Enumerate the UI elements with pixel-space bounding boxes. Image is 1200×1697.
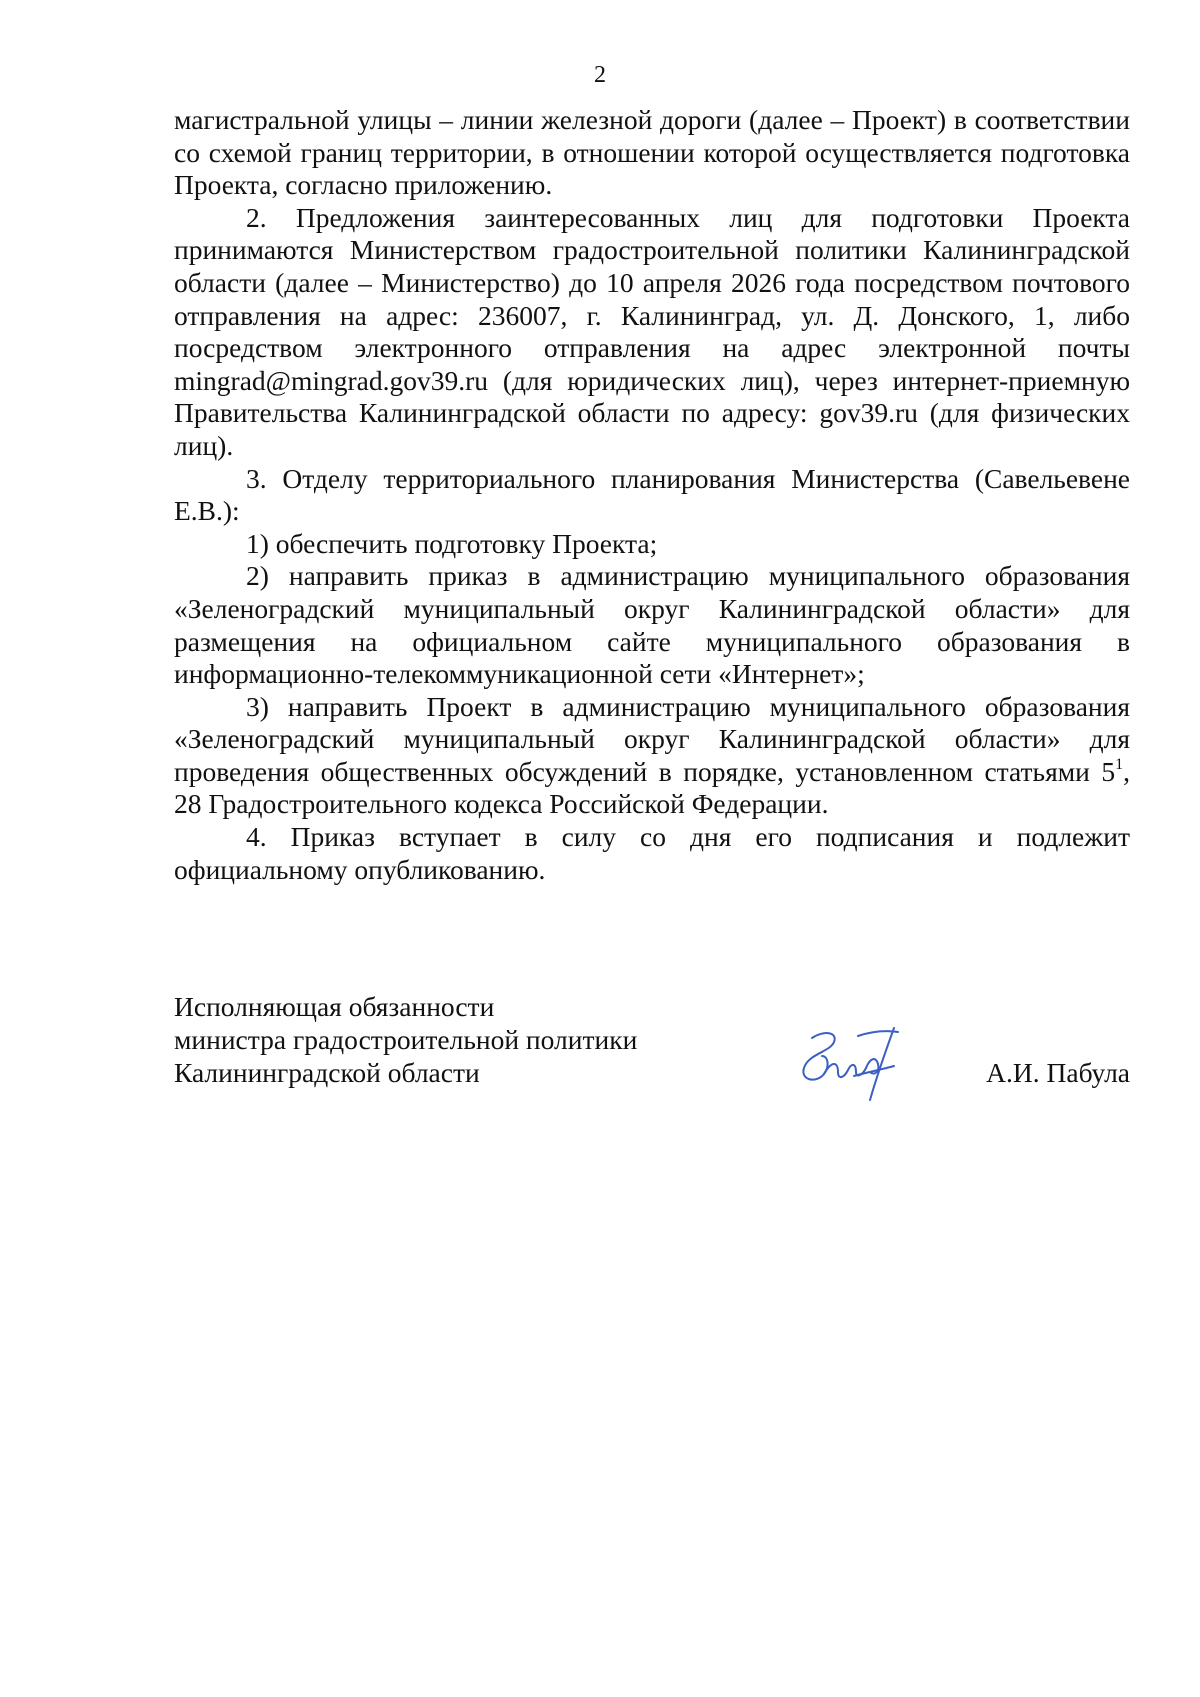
paragraph-4-effect: 4. Приказ вступает в силу со дня его подписания и подлежит официальному опубликованию. <box>174 821 1130 885</box>
document-body <box>174 104 1130 886</box>
signature-stroke <box>803 1033 834 1080</box>
signature-block <box>174 990 1130 1089</box>
paragraph-3-department: 3. Отделу территориального планирования Министерства (Савельевене Е.В.): <box>174 462 1130 527</box>
subitem-3-3 <box>174 691 1130 821</box>
article-superscript: 1 <box>1115 755 1124 773</box>
paragraph-continuation: магистральной улицы – линии железной дороги (далее – Проект) в соответствии со схемой границ территории, в отношении которой осуществляется подготовка Проекта, согласно приложению. <box>174 104 1130 201</box>
signatory-position-line: Калининградской области <box>174 1057 480 1088</box>
signatory-position-line: Исполняющая обязанности <box>174 991 495 1022</box>
signatory-position-line: министра градостроительной политики <box>174 1024 638 1055</box>
subitem-3-3-text: 3) направить Проект в администрацию муниципального образования «Зеленоградский муниципальный округ Калининградской области» для проведения общественных обсуждений в порядке, установленном статьями 5 <box>174 690 1130 787</box>
subitem-3-3-text-end: , 28 Градостроительного кодекса Российской Федерации. <box>174 755 1130 820</box>
subitem-3-1: 1) обеспечить подготовку Проекта; <box>246 527 658 559</box>
signatory-name: А.И. Пабула <box>986 1057 1130 1088</box>
signature-stroke <box>870 1028 894 1100</box>
paragraph-2-proposals: 2. Предложения заинтересованных лиц для подготовки Проекта принимаются Министерством градостроительной политики Калининградской области (далее – Министерство) до 10 апреля 2026 года посредством почтового отправления на адрес: 236007, г. Калининград, ул. Д. Донского, 1, либо посредством электронного отправления на адрес электронной почты mingrad@mingrad.gov39.ru (для юридических лиц), через интернет-приемную Правительства Калининградской области по адресу: gov39.ru (для физических лиц). <box>174 201 1130 461</box>
page-number: 2 <box>594 62 606 88</box>
subitem-3-2: 2) направить приказ в администрацию муниципального образования «Зеленоградский муниципальный округ Калининградской области» для размещения на официальном сайте муниципального образования в информационно-телекоммуникационной сети «Интернет»; <box>174 560 1130 690</box>
handwritten-signature <box>794 1020 904 1110</box>
